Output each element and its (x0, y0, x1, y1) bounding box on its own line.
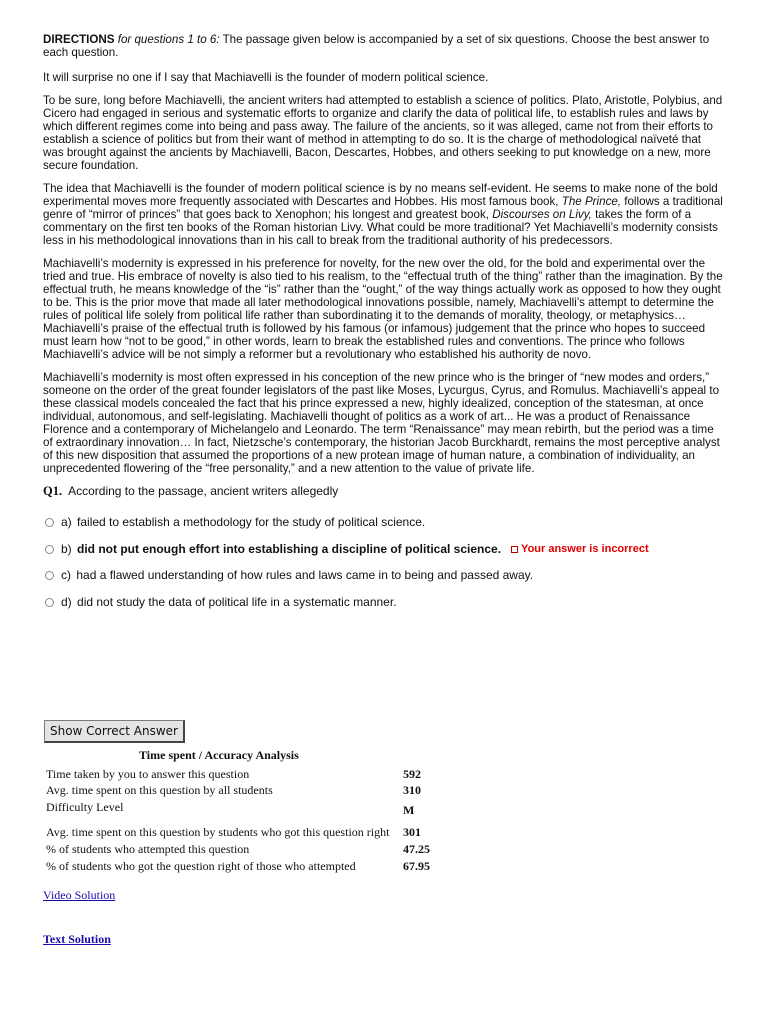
question-number: Q1. (43, 484, 63, 498)
analysis-row (46, 800, 123, 815)
analysis-label: Avg. time spent on this question by all students (46, 783, 273, 797)
answer-options (43, 516, 723, 609)
directions (43, 33, 723, 59)
analysis-value: 67.95 (403, 859, 430, 873)
analysis-title: Time spent / Accuracy Analysis (139, 748, 299, 762)
book-title: The Prince, (561, 195, 622, 208)
analysis-row (46, 783, 273, 798)
incorrect-marker-icon (511, 546, 518, 553)
analysis-label: Avg. time spent on this question by students who got this question right (46, 825, 390, 839)
directions-scope: for questions 1 to 6: (117, 33, 220, 46)
analysis-value: 592 (403, 767, 421, 781)
radio-button[interactable] (45, 598, 54, 607)
analysis-value: 301 (403, 825, 421, 839)
directions-text: The passage given below is accompanied by a set of six questions. Choose the best answer to each question. (43, 33, 710, 59)
passage-paragraph-5: Machiavelli’s modernity is most often expressed in his conception of the new prince who is the bringer of “new modes and orders,” someone on the order of the great founder legislators of the past like Moses, Lycurgus, Cyrus, and Romulus. Machiavelli’s appeal to these classical models concealed the fact that his prince expressed a new, highly idealized, conception of the statesman, at once individual, autonomous, and self-legislating. Machiavelli thought of politics as a work of art... He was a product of Renaissance Florence and a contemporary of Michelangelo and Leonardo. The term “Renaissance” may mean rebirth, but the period was a time of extraordinary innovation… In fact, Nietzsche’s contemporary, the historian Jacob Burckhardt, remains the most perceptive analyst of this new disposition that assumed the proportions of a new protean image of human nature, a combination of individuality, an unprecedented flowering of the “free personality,” and a new attention to the value of private life. (43, 371, 720, 475)
option-letter: d) (61, 594, 72, 609)
option-d[interactable] (43, 596, 723, 609)
passage-text: follows a traditional genre of “mirror of princes” that goes back to Xenophon; his longest and greatest book, (43, 195, 723, 221)
passage-paragraph-2: To be sure, long before Machiavelli, the ancient writers had attempted to establish a science of politics. Plato, Aristotle, Polybius, and Cicero had engaged in serious and systematic efforts to organize and clarify the data of political life, to establish rules and laws by which different regimes come into being and pass away. The failure of the ancients, so it was alleged, came not from their efforts to establish a science of politics but from their want of method in attempting to do so. It is the charge of methodological naïveté that was brought against the ancients by Machiavelli, Bacon, Descartes, Hobbes, and others seeking to put knowledge on a new, more secure foundation. (43, 94, 723, 172)
option-c[interactable] (43, 569, 723, 582)
show-correct-answer-button[interactable]: Show Correct Answer (44, 720, 185, 743)
analysis-label: Time taken by you to answer this question (46, 767, 250, 781)
radio-button[interactable] (45, 545, 54, 554)
analysis-value: 47.25 (403, 842, 430, 856)
question-text: According to the passage, ancient writers allegedly (68, 484, 339, 498)
analysis-row (46, 859, 356, 874)
analysis-row (46, 767, 249, 782)
analysis-value: 310 (403, 783, 421, 797)
option-b[interactable] (43, 543, 723, 556)
book-title: Discourses on Livy, (492, 208, 592, 221)
option-text: did not put enough effort into establishing a discipline of political science. (77, 541, 502, 556)
question-content (43, 33, 723, 622)
option-letter: a) (61, 515, 72, 529)
passage-paragraph-1: It will surprise no one if I say that Machiavelli is the founder of modern political science. (43, 71, 489, 84)
question-stem (43, 485, 723, 498)
text-solution-link[interactable]: Text Solution (43, 932, 111, 946)
analysis-value: M (403, 803, 415, 817)
analysis-label: % of students who attempted this question (46, 842, 250, 856)
video-solution-link[interactable]: Video Solution (43, 888, 116, 902)
option-letter: b) (61, 541, 72, 556)
analysis-label: Difficulty Level (46, 800, 124, 814)
analysis-row (46, 842, 249, 857)
analysis-label: % of students who got the question right of those who attempted (46, 859, 356, 873)
directions-label: DIRECTIONS (43, 33, 115, 46)
option-a[interactable] (43, 516, 723, 529)
analysis-row (46, 825, 389, 840)
passage-paragraph-3 (43, 182, 723, 247)
radio-button[interactable] (45, 518, 54, 527)
option-letter: c) (61, 568, 71, 582)
option-text: failed to establish a methodology for the study of political science. (77, 515, 426, 529)
radio-button[interactable] (45, 571, 54, 580)
option-text: did not study the data of political life in a systematic manner. (77, 594, 397, 609)
passage-paragraph-4: Machiavelli’s modernity is expressed in his preference for novelty, for the new over the old, for the bold and experimental over the tried and true. His embrace of novelty is also tied to his realism, to the “effectual truth of the thing” rather than the imagination. By the effectual truth, he means knowledge of the “is” rather than the “ought,” of the way things actually work as opposed to how they ought to be. This is the prior move that made all later methodological innovations possible, namely, Machiavelli’s attempt to determine the rules of political life solely from political life rather than subordinating it to the demands of morality, theology, or metaphysics… Machiavelli’s praise of the effectual truth is followed by his famous (or infamous) judgement that the prince who hopes to succeed must learn how “not to be good,” in other words, learn to break the established rules and conventions. The prince who follows Machiavelli’s advice will be not simply a reformer but a revolutionary who established his authority de novo. (43, 257, 723, 361)
passage-text: takes the form of a commentary on the first ten books of the Roman historian Livy. What could be more traditional? Yet Machiavelli’s modernity consists less in his methodological innovations than in his call to break from the traditional authority of his predecessors. (43, 208, 718, 247)
option-text: had a flawed understanding of how rules and laws came in to being and passed away. (76, 568, 534, 582)
feedback-incorrect: Your answer is incorrect (521, 542, 649, 555)
passage-text: The idea that Machiavelli is the founder of modern political science is by no means self-evident. He seems to make none of the bold experimental moves more frequently associated with Descartes and Hobbes. His most famous book, (43, 182, 718, 208)
